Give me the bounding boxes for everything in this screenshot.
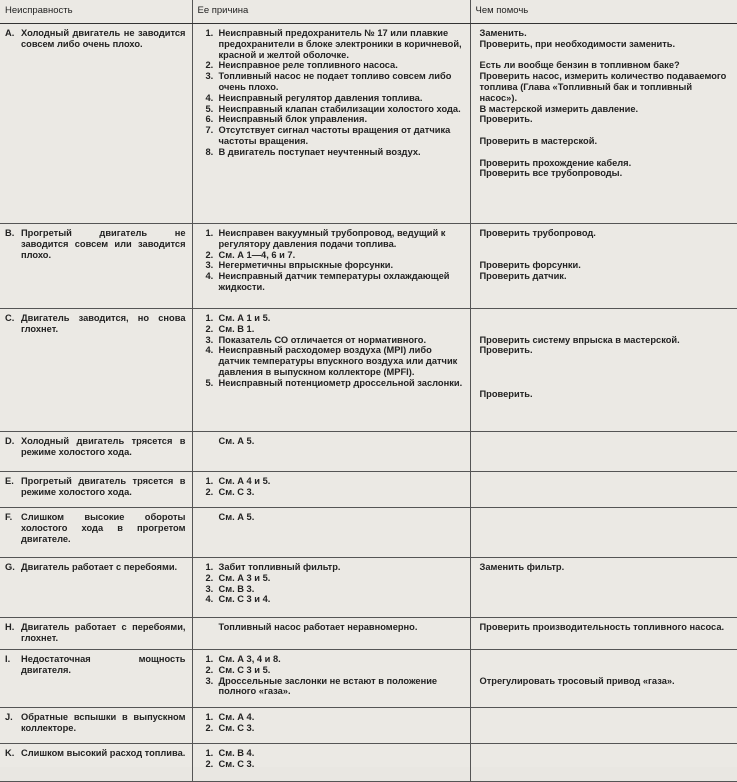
cause-text: См. А 3, 4 и 8.: [218, 654, 281, 664]
cause-text: Топливный насос работает неравномерно.: [218, 622, 418, 632]
cause-item: [198, 228, 464, 250]
remedy-cell: [470, 472, 737, 508]
cause-item: [198, 313, 464, 324]
cause-number: 1.: [205, 562, 214, 572]
cause-text: Отсутствует сигнал частоты вращения от датчика частоты вращения.: [218, 125, 451, 146]
fault-cell: [0, 744, 192, 782]
cause-list: [198, 28, 464, 158]
fault-entry: [5, 562, 186, 573]
cause-number: 2.: [205, 249, 214, 260]
fault-text: Прогретый двигатель не заводится совсем или заводится плохо.: [21, 228, 186, 260]
cause-number: 6.: [205, 114, 214, 125]
remedy-cell: [470, 744, 737, 782]
remedy-cell: [470, 558, 737, 618]
remedy-cell: [470, 618, 737, 650]
cause-number: 5.: [205, 103, 214, 114]
cause-cell: [192, 224, 470, 309]
fault-entry: [5, 712, 186, 734]
cause-item: [198, 345, 464, 377]
table-row: [0, 744, 737, 782]
fault-text: Холодный двигатель трясется в режиме холостого хода.: [21, 436, 186, 457]
cause-list: [198, 562, 464, 605]
cause-text: См. А 5.: [218, 512, 255, 522]
cause-item: [198, 436, 464, 447]
table-row: [0, 24, 737, 224]
cause-item: [198, 748, 464, 759]
remedy-cell: [470, 650, 737, 708]
fault-cell: [0, 708, 192, 744]
table-header-row: [0, 0, 737, 24]
cause-number: 1.: [205, 654, 214, 664]
header-remedy: Чем помочь: [470, 0, 737, 24]
table-row: [0, 224, 737, 309]
cause-number: 2.: [205, 60, 214, 71]
cause-cell: [192, 24, 470, 224]
fault-text: Слишком высокие обороты холостого хода в прогретом двигателе.: [21, 512, 186, 544]
cause-cell: [192, 508, 470, 558]
cause-text: Неисправный датчик температуры охлаждающей жидкости.: [218, 271, 450, 292]
cause-text: Неисправный регулятор давления топлива.: [218, 92, 423, 103]
remedy-cell: [470, 309, 737, 432]
cause-list: [198, 622, 464, 633]
remedy-text: Заменить. Проверить, при необходимости заменить. Есть ли вообще бензин в топливном баке? Проверить насос, измерить количество подаваемого топлива (Глава «Топливный бак и топливный насос»). В мастерской измерить давление. Проверить. Проверить в мастерской. Проверить прохождение кабеля. Проверить все трубопроводы.: [479, 28, 727, 179]
cause-cell: [192, 472, 470, 508]
fault-text: Двигатель работает с перебоями, глохнет.: [21, 622, 186, 643]
cause-text: Неисправен вакуумный трубопровод, ведущий к регулятору давления подачи топлива.: [218, 228, 446, 249]
cause-number: 1.: [205, 476, 214, 486]
cause-text: См. В 3.: [218, 583, 255, 594]
cause-text: Негерметичны впрыскные форсунки.: [218, 260, 394, 271]
fault-entry: [5, 654, 186, 676]
cause-number: 1.: [205, 28, 214, 38]
fault-entry: [5, 476, 186, 498]
cause-list: [198, 654, 464, 697]
fault-entry: [5, 512, 186, 544]
remedy-cell: [470, 224, 737, 309]
cause-text: Неисправный потенциометр дроссельной заслонки.: [218, 377, 463, 388]
header-fault: Неисправность: [0, 0, 192, 24]
cause-item: [198, 28, 464, 60]
cause-text: Неисправное реле топливного насоса.: [218, 60, 398, 71]
cause-item: [198, 147, 464, 158]
cause-number: 2.: [205, 758, 214, 769]
cause-item: [198, 487, 464, 498]
cause-number: 2.: [205, 323, 214, 334]
remedy-text: Проверить систему впрыска в мастерской. Проверить. Проверить.: [479, 334, 680, 399]
cause-number: 1.: [205, 313, 214, 323]
fault-cell: [0, 508, 192, 558]
cause-item: [198, 712, 464, 723]
fault-text: Холодный двигатель не заводится совсем либо очень плохо.: [21, 28, 186, 49]
cause-text: Неисправный блок управления.: [218, 114, 368, 125]
cause-text: См. С 3 и 5.: [218, 664, 271, 675]
cause-cell: [192, 708, 470, 744]
remedy-cell: [470, 708, 737, 744]
cause-item: [198, 125, 464, 147]
cause-item: [198, 594, 464, 605]
cause-cell: [192, 432, 470, 472]
cause-text: См. А 3 и 5.: [218, 572, 271, 583]
fault-letter: H.: [5, 622, 15, 632]
cause-item: [198, 114, 464, 125]
cause-list: [198, 476, 464, 498]
fault-text: Двигатель заводится, но снова глохнет.: [21, 313, 186, 334]
header-cause: Ее причина: [192, 0, 470, 24]
cause-text: Неисправный расходомер воздуха (MPI) либо датчик температуры впускного воздуха или датчик давления в выпускном коллекторе (MPFI).: [218, 345, 458, 377]
fault-letter: C.: [5, 313, 15, 323]
fault-cell: [0, 472, 192, 508]
remedy-cell: [470, 508, 737, 558]
remedy-cell: [470, 24, 737, 224]
fault-text: Обратные вспышки в выпускном коллекторе.: [21, 712, 186, 733]
cause-item: [198, 60, 464, 71]
cause-number: 3.: [205, 71, 214, 82]
cause-number: 8.: [205, 146, 214, 157]
cause-text: См. А 1 и 5.: [218, 313, 271, 323]
cause-text: В двигатель поступает неучтенный воздух.: [218, 146, 421, 157]
cause-item: [198, 476, 464, 487]
cause-item: [198, 562, 464, 573]
fault-entry: [5, 748, 186, 759]
cause-number: 3.: [205, 583, 214, 594]
fault-letter: J.: [5, 712, 13, 722]
fault-letter: B.: [5, 228, 15, 238]
cause-item: [198, 622, 464, 633]
table-row: [0, 508, 737, 558]
table-row: [0, 432, 737, 472]
remedy-cell: [470, 432, 737, 472]
fault-letter: I.: [5, 654, 11, 664]
cause-number: 1.: [205, 228, 214, 238]
cause-number: 2.: [205, 664, 214, 675]
cause-number: 4.: [205, 345, 214, 356]
table-row: [0, 558, 737, 618]
cause-list: [198, 313, 464, 389]
cause-text: Показатель СО отличается от нормативного.: [218, 334, 427, 345]
cause-number: 4.: [205, 271, 214, 282]
fault-cell: [0, 558, 192, 618]
fault-letter: E.: [5, 476, 14, 486]
fault-entry: [5, 28, 186, 50]
cause-text: См. С 3.: [218, 722, 255, 733]
cause-number: 3.: [205, 675, 214, 686]
cause-list: [198, 512, 464, 523]
cause-cell: [192, 618, 470, 650]
cause-item: [198, 759, 464, 770]
fault-cell: [0, 432, 192, 472]
cause-text: См. А 4 и 5.: [218, 476, 271, 486]
table-row: [0, 708, 737, 744]
table-row: [0, 309, 737, 432]
cause-cell: [192, 744, 470, 782]
remedy-text: Проверить трубопровод. Проверить форсунки. Проверить датчик.: [479, 228, 596, 282]
cause-number: 4.: [205, 594, 214, 605]
fault-entry: [5, 436, 186, 458]
cause-item: [198, 71, 464, 93]
cause-text: См. В 1.: [218, 323, 255, 334]
table-body: [0, 24, 737, 782]
fault-cell: [0, 224, 192, 309]
cause-item: [198, 250, 464, 261]
fault-cell: [0, 618, 192, 650]
cause-text: Неисправный предохранитель № 17 или плавкие предохранители в блоке электроники в коричневой, красной и желтой оболочке.: [218, 28, 462, 60]
cause-number: 5.: [205, 377, 214, 388]
cause-number: 3.: [205, 260, 214, 271]
cause-text: См. В 4.: [218, 748, 255, 758]
cause-text: См. С 3.: [218, 486, 255, 497]
cause-number: 1.: [205, 748, 214, 758]
cause-list: [198, 748, 464, 770]
fault-entry: [5, 228, 186, 260]
fault-letter: K.: [5, 748, 15, 758]
cause-item: [198, 654, 464, 665]
remedy-text: Отрегулировать тросовый привод «газа».: [479, 675, 675, 686]
remedy-text: Заменить фильтр.: [479, 562, 565, 572]
fault-entry: [5, 313, 186, 335]
cause-text: Неисправный клапан стабилизации холостого хода.: [218, 103, 461, 114]
fault-text: Прогретый двигатель трясется в режиме холостого хода.: [21, 476, 186, 497]
cause-item: [198, 271, 464, 293]
cause-list: [198, 228, 464, 293]
cause-text: См. А 5.: [218, 436, 255, 446]
cause-item: [198, 665, 464, 676]
cause-item: [198, 104, 464, 115]
table-row: [0, 472, 737, 508]
cause-number: 1.: [205, 712, 214, 722]
cause-text: См. А 1—4, 6 и 7.: [218, 249, 296, 260]
fault-cell: [0, 24, 192, 224]
cause-cell: [192, 558, 470, 618]
fault-letter: D.: [5, 436, 15, 446]
cause-item: [198, 512, 464, 523]
fault-letter: A.: [5, 28, 15, 38]
cause-item: [198, 93, 464, 104]
cause-item: [198, 723, 464, 734]
cause-cell: [192, 650, 470, 708]
cause-text: Дроссельные заслонки не встают в положение полного «газа».: [218, 675, 438, 697]
fault-cell: [0, 650, 192, 708]
cause-item: [198, 335, 464, 346]
cause-text: См. С 3 и 4.: [218, 594, 271, 605]
table-row: [0, 618, 737, 650]
cause-text: См. С 3.: [218, 758, 255, 769]
fault-text: Слишком высокий расход топлива.: [21, 748, 186, 758]
cause-item: [198, 573, 464, 584]
cause-number: 3.: [205, 334, 214, 345]
fault-cell: [0, 309, 192, 432]
cause-text: Топливный насос не подает топливо совсем либо очень плохо.: [218, 71, 452, 92]
cause-cell: [192, 309, 470, 432]
cause-number: 2.: [205, 722, 214, 733]
cause-item: [198, 260, 464, 271]
cause-item: [198, 324, 464, 335]
cause-number: 2.: [205, 486, 214, 497]
cause-number: 7.: [205, 125, 214, 136]
table-row: [0, 650, 737, 708]
cause-text: См. А 4.: [218, 712, 255, 722]
cause-number: 4.: [205, 92, 214, 103]
fault-letter: F.: [5, 512, 13, 522]
cause-number: 2.: [205, 572, 214, 583]
fault-letter: G.: [5, 562, 15, 572]
remedy-text: Проверить производительность топливного насоса.: [479, 622, 725, 632]
fault-text: Двигатель работает с перебоями.: [21, 562, 178, 572]
cause-item: [198, 378, 464, 389]
fault-entry: [5, 622, 186, 644]
cause-item: [198, 584, 464, 595]
cause-list: [198, 712, 464, 734]
cause-item: [198, 676, 464, 698]
cause-list: [198, 436, 464, 447]
cause-text: Забит топливный фильтр.: [218, 562, 341, 572]
fault-text: Недостаточная мощность двигателя.: [21, 654, 186, 675]
